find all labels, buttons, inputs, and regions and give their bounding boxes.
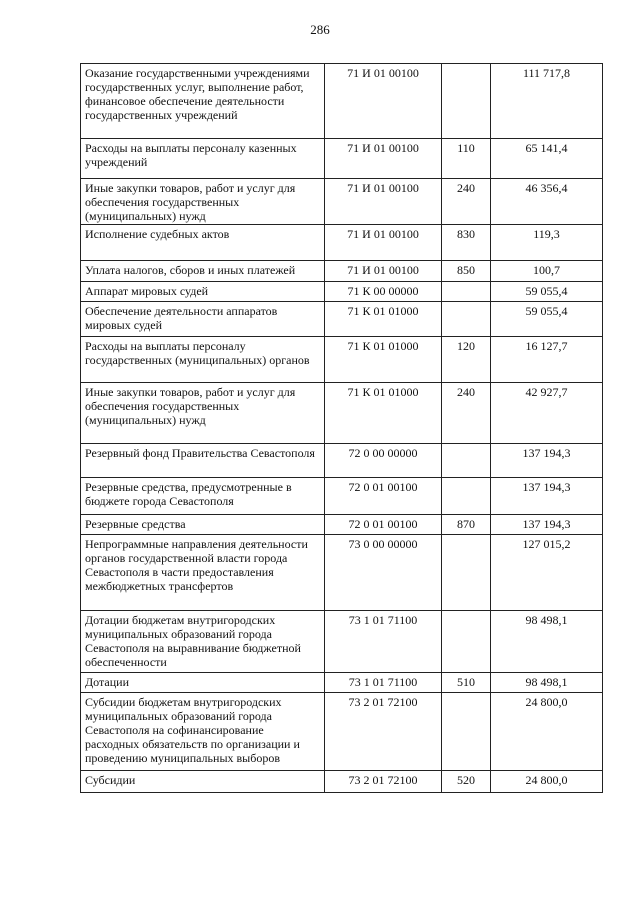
- row-name: Исполнение судебных актов: [81, 225, 325, 261]
- table-row: [81, 535, 603, 611]
- row-name: Расходы на выплаты персоналу государственных (муниципальных) органов: [81, 337, 325, 383]
- row-sum: 59 055,4: [491, 302, 603, 337]
- row-sum: 119,3: [491, 225, 603, 261]
- row-type: 240: [442, 179, 491, 225]
- table-row: [81, 261, 603, 282]
- table-row: [81, 383, 603, 444]
- row-code: 73 2 01 72100: [325, 771, 442, 793]
- row-sum: 24 800,0: [491, 693, 603, 771]
- row-sum: 137 194,3: [491, 444, 603, 478]
- row-type: 520: [442, 771, 491, 793]
- row-name: Обеспечение деятельности аппаратов мировых судей: [81, 302, 325, 337]
- table-row: [81, 139, 603, 179]
- table-row: [81, 693, 603, 771]
- row-sum: 59 055,4: [491, 282, 603, 302]
- row-sum: 65 141,4: [491, 139, 603, 179]
- row-code: 72 0 01 00100: [325, 478, 442, 515]
- table-row: [81, 444, 603, 478]
- table-row: [81, 179, 603, 225]
- row-name: Уплата налогов, сборов и иных платежей: [81, 261, 325, 282]
- row-name: Дотации бюджетам внутригородских муниципальных образований города Севастополя на выравнивание бюджетной обеспеченности: [81, 611, 325, 673]
- table-row: [81, 282, 603, 302]
- row-type: [442, 611, 491, 673]
- row-code: 71 И 01 00100: [325, 225, 442, 261]
- row-type: 510: [442, 673, 491, 693]
- row-code: 71 К 01 01000: [325, 302, 442, 337]
- row-type: 120: [442, 337, 491, 383]
- row-type: [442, 64, 491, 139]
- row-sum: 24 800,0: [491, 771, 603, 793]
- row-code: 71 К 01 01000: [325, 337, 442, 383]
- row-code: 71 И 01 00100: [325, 139, 442, 179]
- row-sum: 16 127,7: [491, 337, 603, 383]
- row-name: Резервные средства, предусмотренные в бюджете города Севастополя: [81, 478, 325, 515]
- row-code: 71 К 01 01000: [325, 383, 442, 444]
- row-sum: 137 194,3: [491, 515, 603, 535]
- row-code: 71 И 01 00100: [325, 261, 442, 282]
- row-sum: 127 015,2: [491, 535, 603, 611]
- row-code: 73 1 01 71100: [325, 611, 442, 673]
- row-sum: 98 498,1: [491, 673, 603, 693]
- row-sum: 100,7: [491, 261, 603, 282]
- row-type: [442, 302, 491, 337]
- row-type: [442, 478, 491, 515]
- row-type: [442, 693, 491, 771]
- row-code: 71 И 01 00100: [325, 179, 442, 225]
- row-name: Расходы на выплаты персоналу казенных учреждений: [81, 139, 325, 179]
- row-name: Субсидии: [81, 771, 325, 793]
- row-code: 71 К 00 00000: [325, 282, 442, 302]
- row-name: Дотации: [81, 673, 325, 693]
- budget-table: [80, 63, 603, 793]
- row-type: [442, 444, 491, 478]
- table-row: [81, 225, 603, 261]
- row-type: 110: [442, 139, 491, 179]
- row-name: Резервный фонд Правительства Севастополя: [81, 444, 325, 478]
- row-name: Аппарат мировых судей: [81, 282, 325, 302]
- page-number: 286: [310, 22, 330, 37]
- row-type: 830: [442, 225, 491, 261]
- row-name: Иные закупки товаров, работ и услуг для обеспечения государственных (муниципальных) нужд: [81, 383, 325, 444]
- row-code: 71 И 01 00100: [325, 64, 442, 139]
- table-row: [81, 337, 603, 383]
- table-row: [81, 673, 603, 693]
- row-name: Резервные средства: [81, 515, 325, 535]
- table-row: [81, 302, 603, 337]
- row-name: Иные закупки товаров, работ и услуг для обеспечения государственных (муниципальных) нужд: [81, 179, 325, 225]
- row-name: Непрограммные направления деятельности органов государственной власти города Севастополя в части предоставления межбюджетных трансфертов: [81, 535, 325, 611]
- row-code: 73 2 01 72100: [325, 693, 442, 771]
- table-row: [81, 64, 603, 139]
- row-type: 870: [442, 515, 491, 535]
- table-row: [81, 611, 603, 673]
- row-code: 73 0 00 00000: [325, 535, 442, 611]
- row-code: 72 0 01 00100: [325, 515, 442, 535]
- row-sum: 111 717,8: [491, 64, 603, 139]
- row-name: Оказание государственными учреждениями государственных услуг, выполнение работ, финансовое обеспечение деятельности государственных учреждений: [81, 64, 325, 139]
- row-sum: 98 498,1: [491, 611, 603, 673]
- row-name: Субсидии бюджетам внутригородских муниципальных образований города Севастополя на софинансирование расходных обязательств по организации и проведению муниципальных выборов: [81, 693, 325, 771]
- row-type: [442, 535, 491, 611]
- row-code: 72 0 00 00000: [325, 444, 442, 478]
- table-row: [81, 478, 603, 515]
- row-code: 73 1 01 71100: [325, 673, 442, 693]
- table-row: [81, 515, 603, 535]
- row-sum: 42 927,7: [491, 383, 603, 444]
- row-type: 240: [442, 383, 491, 444]
- row-sum: 46 356,4: [491, 179, 603, 225]
- row-type: [442, 282, 491, 302]
- table-row: [81, 771, 603, 793]
- row-sum: 137 194,3: [491, 478, 603, 515]
- row-type: 850: [442, 261, 491, 282]
